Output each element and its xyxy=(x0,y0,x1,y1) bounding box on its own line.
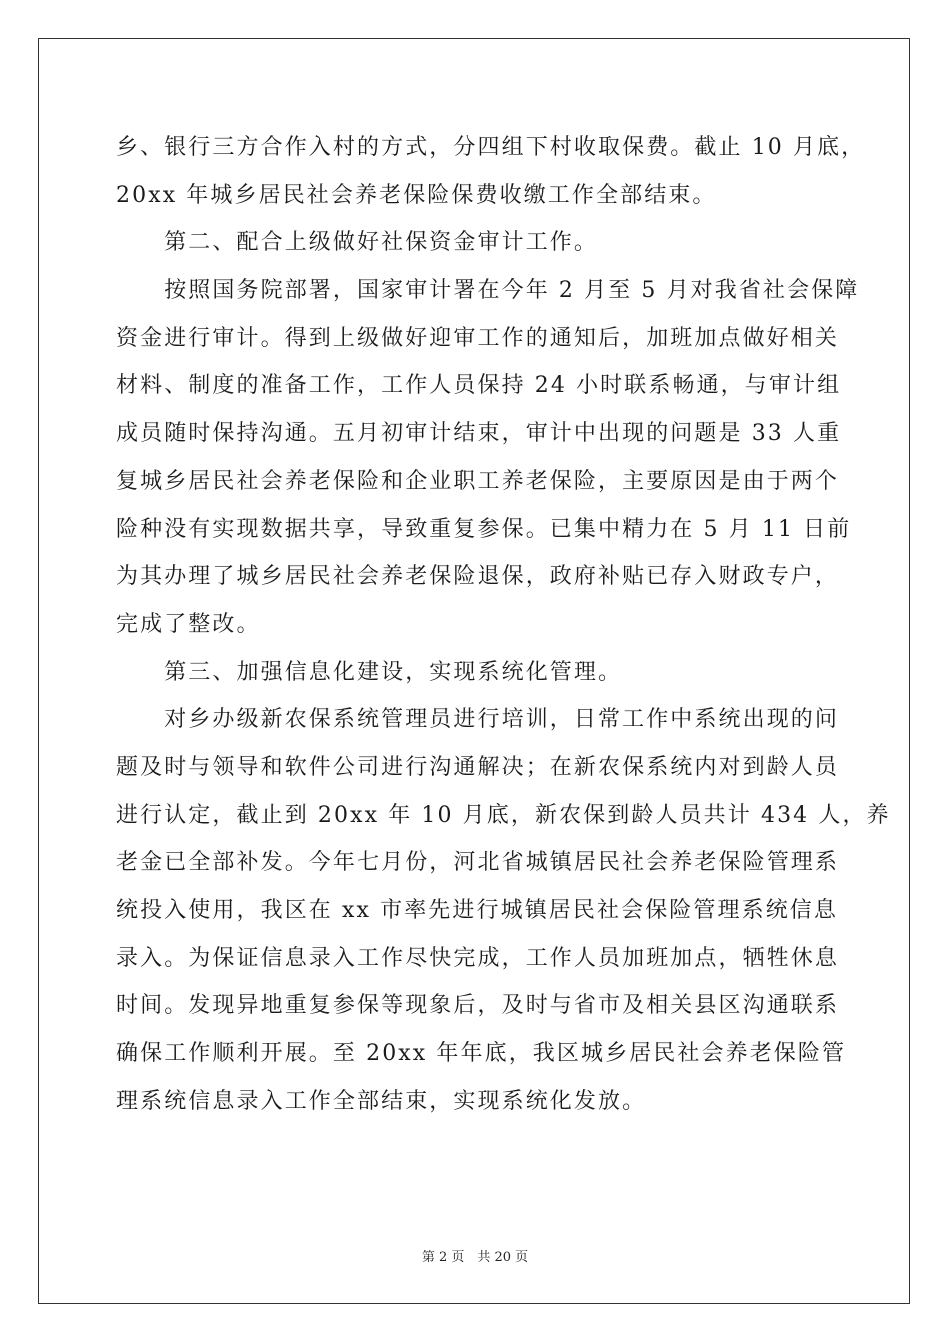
text-line: 复城乡居民社会养老保险和企业职工养老保险，主要原因是由于两个 xyxy=(116,468,840,494)
text-line: 为其办理了城乡居民社会养老保险退保，政府补贴已存入财政专户， xyxy=(116,564,840,590)
document-body xyxy=(116,124,891,1125)
text-line: 20xx 年城乡居民社会养老保险保费收缴工作全部结束。 xyxy=(116,182,717,208)
text-line: 老金已全部补发。今年七月份，河北省城镇居民社会养老保险管理系 xyxy=(116,850,840,876)
text-line: 成员随时保持沟通。五月初审计结束，审计中出现的问题是 33 人重 xyxy=(116,421,842,447)
page-number: 第 2 页 共 20 页 xyxy=(421,1250,529,1265)
text-line: 确保工作顺利开展。至 20xx 年年底，我区城乡居民社会养老保险管 xyxy=(116,1041,847,1067)
text-line: 时间。发现异地重复参保等现象后，及时与省市及相关县区沟通联系 xyxy=(116,993,840,1019)
text-line: 理系统信息录入工作全部结束，实现系统化发放。 xyxy=(116,1088,647,1114)
text-line: 险种没有实现数据共享，导致重复参保。已集中精力在 5 月 11 日前 xyxy=(116,516,852,542)
text-line: 题及时与领导和软件公司进行沟通解决；在新农保系统内对到龄人员 xyxy=(116,754,840,780)
text-line: 完成了整改。 xyxy=(116,611,261,637)
text-line: 材料、制度的准备工作，工作人员保持 24 小时联系畅通，与审计组 xyxy=(116,373,842,399)
section-heading: 第二、配合上级做好社保资金审计工作。 xyxy=(116,230,599,256)
text-line: 录入。为保证信息录入工作尽快完成，工作人员加班加点，牺牲休息 xyxy=(116,945,840,971)
text-line: 乡、银行三方合作入村的方式，分四组下村收取保费。截止 10 月底， xyxy=(116,135,866,160)
text-line: 资金进行审计。得到上级做好迎审工作的通知后，加班加点做好相关 xyxy=(116,325,840,351)
page-footer xyxy=(0,1246,950,1265)
text-line: 按照国务院部署，国家审计署在今年 2 月至 5 月对我省社会保障 xyxy=(116,278,860,304)
text-line: 进行认定，截止到 20xx 年 10 月底，新农保到龄人员共计 434 人，养 xyxy=(116,802,891,828)
section-heading: 第三、加强信息化建设，实现系统化管理。 xyxy=(116,659,623,685)
text-line: 对乡办级新农保系统管理员进行培训，日常工作中系统出现的问 xyxy=(116,707,840,733)
text-line: 统投入使用，我区在 xx 市率先进行城镇居民社会保险管理系统信息 xyxy=(116,898,839,923)
